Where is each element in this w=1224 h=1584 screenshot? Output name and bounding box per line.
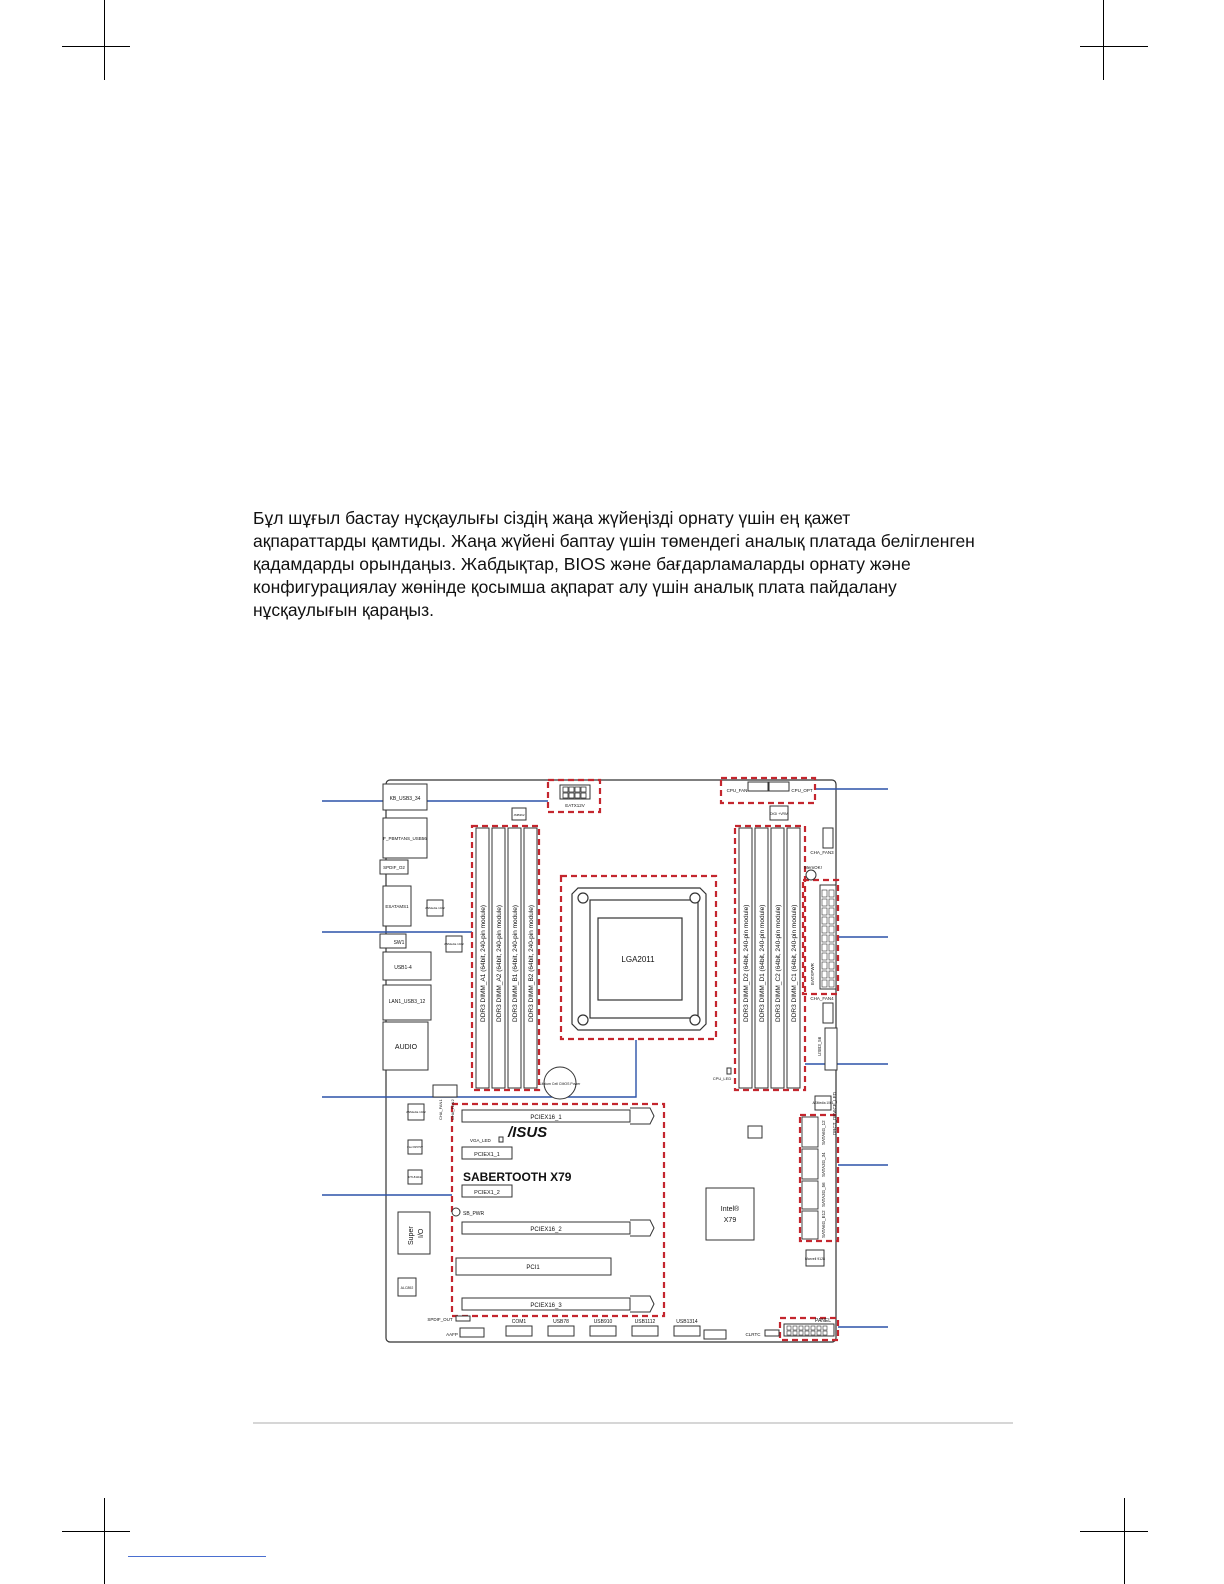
spdif-out-header bbox=[456, 1316, 470, 1321]
spdif-out-label: SPDIF_OUT bbox=[427, 1317, 453, 1322]
footer-divider bbox=[253, 1422, 1013, 1424]
cpu-opt-label: CPU_OPT bbox=[791, 788, 813, 793]
rtl-label: RTL8111E bbox=[408, 1175, 422, 1179]
super-io-label: Super bbox=[408, 1226, 415, 1245]
eatx12v-label: EATX12V bbox=[565, 803, 585, 808]
panel-label: PANEL bbox=[814, 1318, 832, 1324]
cha-fan1-label: CHA_FAN1 bbox=[438, 1099, 443, 1120]
cpu-fan-header bbox=[748, 782, 768, 791]
lan-label: LAN1_USB3_12 bbox=[388, 999, 426, 1005]
sata-label: SATA3G_34 bbox=[821, 1152, 826, 1177]
intro-line: қадамдарды орындаңыз. Жабдықтар, BIOS және бағдарламаларды орнату және bbox=[253, 554, 911, 574]
sata-connector bbox=[802, 1181, 818, 1209]
intel-x79-chipset bbox=[706, 1188, 754, 1240]
model-name: SABERTOOTH X79 bbox=[463, 1170, 572, 1184]
kb-usb-label: KB_USB3_34 bbox=[389, 796, 421, 802]
sata-connector bbox=[802, 1211, 818, 1239]
dimm-b2-label: DDR3 DIMM_B2 (64bit, 240-pin module) bbox=[528, 904, 535, 1022]
sata-label: SATA3G_56 bbox=[821, 1182, 826, 1207]
asmedia-right-label: ASMedia 1061 bbox=[812, 1101, 834, 1105]
dimm-b1-label: DDR3 DIMM_B1 (64bit, 240-pin module) bbox=[512, 904, 519, 1022]
intro-line: Бұл шұғыл бастау нұсқаулығы сіздің жаңа жүйеңізді орнату үшін ең қажет bbox=[253, 508, 851, 528]
pcie16-2-latch bbox=[630, 1220, 654, 1236]
spdif-o2-label: SPDIF_O2 bbox=[383, 865, 405, 870]
usb78-header bbox=[548, 1326, 574, 1336]
usb1112-label: USB1112 bbox=[634, 1319, 656, 1325]
usb910-header bbox=[590, 1326, 616, 1336]
vga-led bbox=[499, 1137, 503, 1142]
cpu-led bbox=[727, 1068, 731, 1074]
intro-line: ақпараттарды қамтиды. Жаңа жүйені баптау үшін төмендегі аналық платада белігленген bbox=[253, 531, 975, 551]
cha-fan2-label: CHA_FAN2 bbox=[450, 1099, 455, 1120]
clrtc-label: CLRTC bbox=[745, 1332, 761, 1337]
sata-label: SATA6G_E12 bbox=[821, 1210, 826, 1238]
asmedia-label: ASMedia 1042 bbox=[406, 1110, 426, 1114]
com1-label: COM1 bbox=[511, 1319, 527, 1325]
pcie1-2-label: PCIEX1_2 bbox=[474, 1190, 500, 1196]
cpu-fan-label: CPU_FAN bbox=[726, 788, 748, 793]
intel-label: Intel® bbox=[720, 1206, 740, 1213]
sw1-label: SW1 bbox=[393, 940, 405, 946]
cha-fan3-label: CHA_FAN3 bbox=[810, 850, 834, 855]
pcie16-1-label: PCIEX16_1 bbox=[530, 1115, 562, 1121]
intel-lan-label: Intel 82579V bbox=[407, 1145, 423, 1149]
usb1112-header bbox=[632, 1326, 658, 1336]
dimm-a1-label: DDR3 DIMM_A1 (64bit, 240-pin module) bbox=[480, 904, 487, 1022]
intro-line: конфигурациялау жөнінде қосымша ақпарат алу үшін аналық плата пайдалану bbox=[253, 577, 897, 597]
vga-led-label: VGA_LED bbox=[470, 1138, 491, 1143]
cpu-socket-label: LGA2011 bbox=[621, 955, 655, 964]
dimm-c1-label: DDR3 DIMM_C1 (64bit, 240-pin module) bbox=[791, 904, 798, 1022]
cha-fan1-header bbox=[433, 1085, 457, 1097]
drct-label: DRCT_DEVICE_LED bbox=[832, 1091, 837, 1135]
usb78-label: USB78 bbox=[553, 1319, 569, 1325]
cha-fan4-header bbox=[823, 1003, 833, 1023]
jmb-label: JMB362 bbox=[513, 813, 525, 817]
cpu-opt-header bbox=[769, 782, 789, 791]
asmedia-label: ASMedia 1042 bbox=[444, 942, 464, 946]
cpu-led-label: CPU_LED bbox=[712, 1076, 732, 1081]
cha-fan4-label: CHA_FAN4 bbox=[810, 996, 834, 1001]
pci1-label: PCI1 bbox=[526, 1265, 540, 1271]
usb1314-label: USB1314 bbox=[676, 1319, 698, 1325]
pcie16-2-label: PCIEX16_2 bbox=[530, 1227, 562, 1233]
dimm-d1-label: DDR3 DIMM_D1 (64bit, 240-pin module) bbox=[759, 904, 766, 1022]
asus-logo: /ISUS bbox=[508, 1124, 548, 1141]
highlight-pcie bbox=[452, 1104, 664, 1316]
pcie16-3-latch bbox=[630, 1296, 654, 1312]
alc-label: ALC892 bbox=[400, 1286, 414, 1290]
sb-pwr-label: SB_PWR bbox=[463, 1211, 485, 1217]
sb-pwr-led bbox=[452, 1208, 460, 1216]
usb910-label: USB910 bbox=[593, 1319, 613, 1325]
audio-label: AUDIO bbox=[394, 1044, 418, 1051]
flashback-label: F_PBMTANS_USB56 bbox=[383, 836, 427, 841]
aafp-label: AAFP bbox=[446, 1332, 458, 1337]
usb14-label: USB1-4 bbox=[394, 965, 412, 971]
usb1314-header bbox=[674, 1326, 700, 1336]
battery-label: Lithium Cell CMOS Power bbox=[539, 1082, 581, 1086]
digi-vrm-label: DIGI +VRM bbox=[770, 812, 788, 816]
dimm-c2-label: DDR3 DIMM_C2 (64bit, 240-pin module) bbox=[775, 904, 782, 1022]
intro-line: нұсқаулығын қараңыз. bbox=[253, 600, 434, 620]
intel-label: X79 bbox=[723, 1217, 737, 1224]
marvell-label: Marvell 9128 bbox=[804, 1257, 826, 1261]
sata-connector bbox=[802, 1149, 818, 1179]
com1-header bbox=[506, 1326, 532, 1336]
dimm-d2-label: DDR3 DIMM_D2 (64bit, 240-pin module) bbox=[743, 904, 750, 1022]
pcie16-1-latch bbox=[630, 1108, 654, 1124]
page-edge-line bbox=[128, 1556, 266, 1557]
usb3-56-label: USB3_56 bbox=[817, 1036, 822, 1056]
sata-connector bbox=[802, 1117, 818, 1147]
aafp-header bbox=[460, 1328, 484, 1337]
usb3-56-header bbox=[825, 1028, 837, 1070]
sata-label: SATA6G_12 bbox=[821, 1120, 826, 1145]
super-io-label: I/O bbox=[418, 1228, 425, 1238]
cha-fan3-header bbox=[823, 828, 833, 848]
asmedia-label: ASMedia 1042 bbox=[425, 906, 445, 910]
esata-label: ESATAMS1 bbox=[385, 904, 409, 909]
pcie1-1-label: PCIEX1_1 bbox=[474, 1152, 500, 1158]
clrtc-jumper bbox=[765, 1330, 779, 1336]
eatxpwr-label: EATXPWR bbox=[810, 963, 815, 985]
dimm-a2-label: DDR3 DIMM_A2 (64bit, 240-pin module) bbox=[496, 904, 503, 1022]
memok-button bbox=[806, 870, 816, 880]
eatxpwr-connector bbox=[820, 885, 836, 989]
cha-fan-bottom-header bbox=[704, 1330, 726, 1339]
memok-label: MemOK! bbox=[804, 865, 822, 870]
small-chip bbox=[748, 1126, 762, 1138]
pcie16-3-label: PCIEX16_3 bbox=[530, 1303, 562, 1309]
